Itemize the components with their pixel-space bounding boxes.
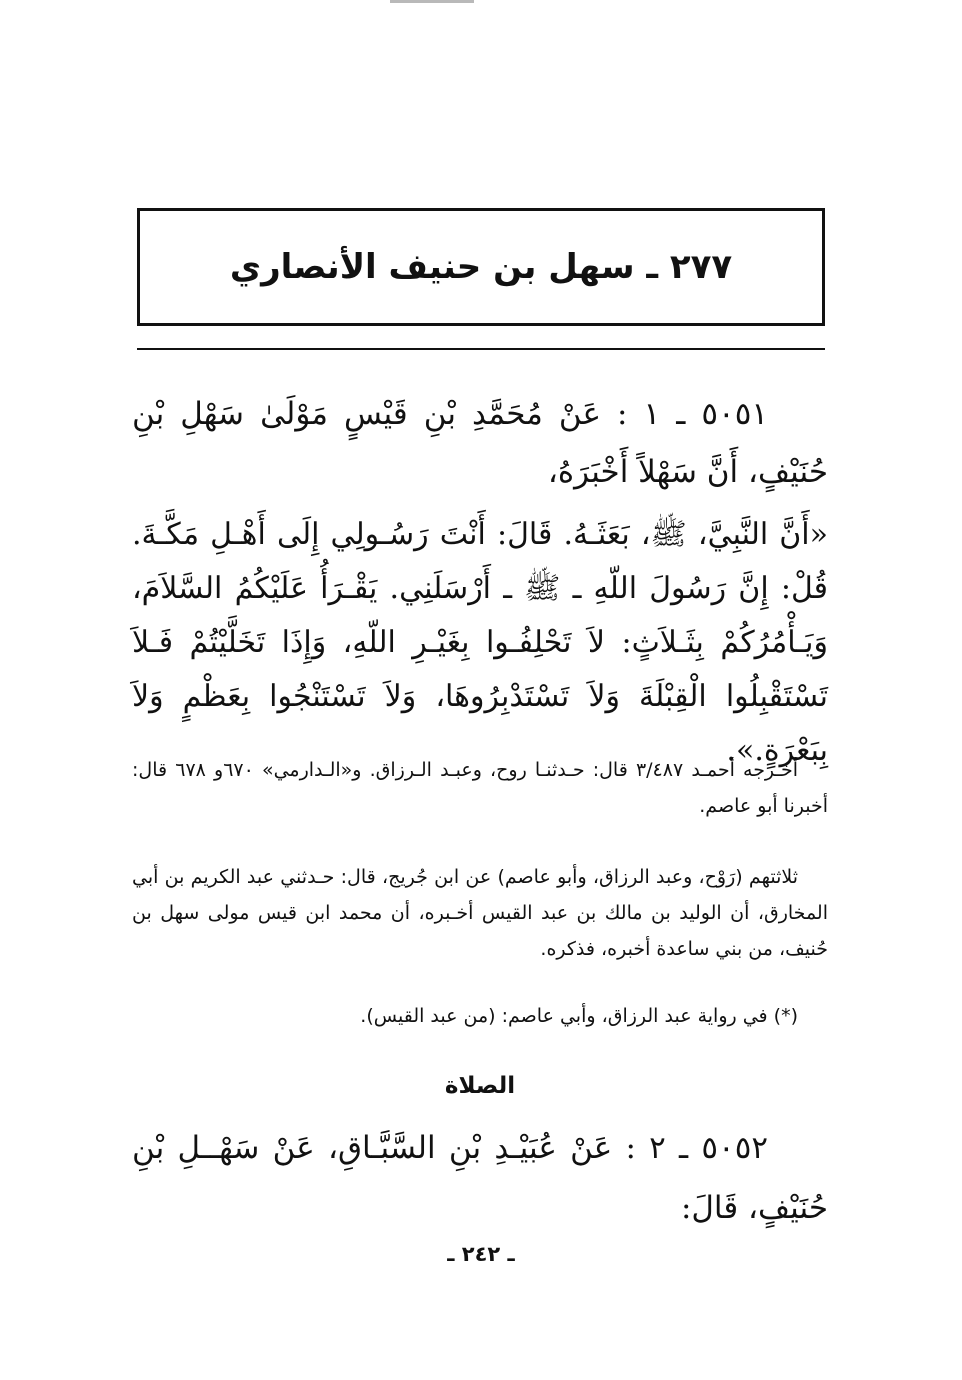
footnote: (*) في رواية عبد الرزاق، وأبي عاصم: (من عبد القيس).: [360, 1005, 798, 1027]
page-number: ـ ٢٤٢ ـ: [447, 1242, 515, 1266]
chapter-title: ٢٧٧ ـ سهل بن حنيف الأنصاري: [229, 247, 733, 287]
hadith-5051-intro: ٥٠٥١ ـ ١ : عَنْ مُحَمَّدِ بْنِ قَيْسٍ مَوْلَىٰ سَهْلِ بْنِ حُنَيْفٍ، أَنَّ سَهْلاً أَخْبَرَهُ،: [132, 396, 828, 490]
isnad-note: ثلاثتهم (رَوْح، وعبد الرزاق، وأبو عاصم) عن ابن جُريج، قال: حـدثني عبد الكريم بن أبي المخارق، أن الوليد بن مالك بن عبد القيس أخـبره، أن محمد ابن قيس مولى سهل بن حُنيف، من بني ساعدة أخبره، فذكره.: [132, 866, 828, 960]
hadith-5052-intro: ٥٠٥٢ ـ ٢ : عَنْ عُبَيْـدِ بْنِ السَّبَّـاقِ، عَنْ سَهْــلِ بْنِ حُنَيْفٍ، قَالَ:: [132, 1130, 828, 1226]
chapter-title-box: [137, 208, 825, 326]
hadith-5051-text: «أَنَّ النَّبِيَّ، ﷺ، بَعَثَـهُ. قَالَ: أَنْتَ رَسُـولِي إِلَى أَهْـلِ مَكَّـةَ. قُلْ: إِنَّ رَسُولَ اللّهِ ـ ﷺ ـ أَرْسَلَنِي. يَقْـرَأُ عَلَيْكُمُ السَّلاَمَ، وَيَـأْمُرُكُمْ بِثَـلاَثٍ: لاَ تَحْلِفُـوا بِغَيْـرِ اللّهِ، وَإِذَا تَخَلَّيْتُمْ فَـلاَ تَسْتَقْبِلُوا الْقِبْلَةَ وَلاَ تَسْتَدْبِرُوهَا، وَلاَ تَسْتَنْجُوا بِعَظْمٍ وَلاَ بِبَعْرَةٍ.».: [132, 517, 828, 768]
title-divider: [137, 348, 825, 350]
takhrij-note: أخـرجه أحمـد ٣/٤٨٧ قال: حـدثنـا روح، وعبـد الـرزاق. و«الـدارمي» ٦٧٠و ٦٧٨ قال: أخبرنا أبو عاصم.: [132, 759, 828, 817]
top-edge-mark: [390, 0, 474, 3]
section-heading: الصلاة: [444, 1073, 516, 1099]
